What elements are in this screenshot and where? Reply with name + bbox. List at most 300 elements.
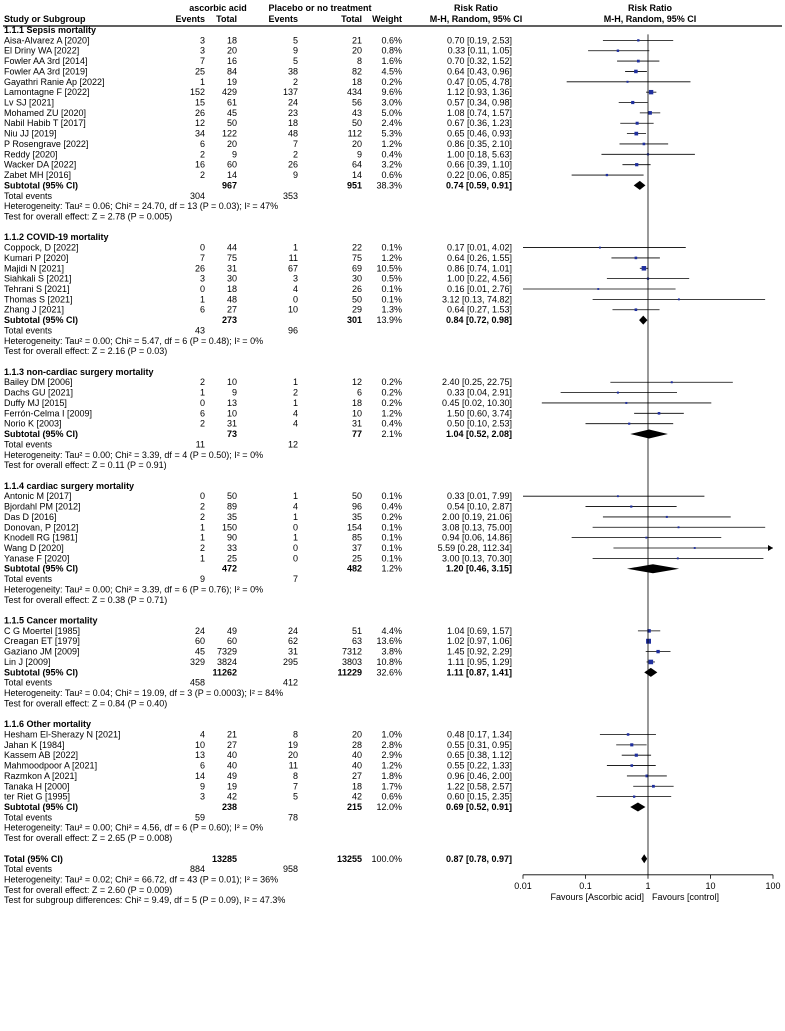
events-treatment: 329 bbox=[189, 656, 205, 667]
study-name: Zhang J [2021] bbox=[4, 304, 65, 315]
point-estimate bbox=[627, 733, 630, 736]
events-treatment: 1 bbox=[199, 522, 205, 533]
x-tick-label: 0.1 bbox=[579, 880, 592, 891]
events-control: 4 bbox=[292, 501, 298, 512]
weight: 4.5% bbox=[381, 66, 402, 77]
subtotal-total-treatment: 73 bbox=[226, 429, 237, 440]
total-treatment: 122 bbox=[221, 128, 237, 139]
weight: 4.4% bbox=[381, 625, 402, 636]
total-events-label: Total events bbox=[4, 812, 53, 823]
point-estimate bbox=[635, 163, 638, 166]
events-treatment: 26 bbox=[194, 107, 205, 118]
events-treatment: 6 bbox=[199, 760, 205, 771]
events-control: 9 bbox=[292, 170, 298, 181]
events-control: 2 bbox=[292, 76, 298, 87]
total-events-treatment: 9 bbox=[199, 574, 205, 585]
study-name: Reddy [2020] bbox=[4, 149, 58, 160]
study-name: C G Moertel [1985] bbox=[4, 625, 81, 636]
events-treatment: 12 bbox=[194, 118, 205, 129]
total-treatment: 150 bbox=[221, 522, 237, 533]
events-control: 23 bbox=[287, 107, 298, 118]
subtotal-label: Subtotal (95% CI) bbox=[4, 315, 79, 326]
subtotal-total-treatment: 11262 bbox=[212, 667, 237, 678]
point-estimate bbox=[597, 288, 599, 290]
risk-ratio-ci: 0.60 [0.15, 2.35] bbox=[446, 791, 512, 802]
risk-ratio-ci: 1.00 [0.18, 5.63] bbox=[446, 149, 512, 160]
point-estimate bbox=[636, 122, 639, 125]
total-treatment: 40 bbox=[226, 750, 237, 761]
total-treatment: 60 bbox=[226, 636, 237, 647]
risk-ratio-ci: 2.40 [0.25, 22.75] bbox=[441, 377, 512, 388]
total-treatment: 30 bbox=[226, 273, 237, 284]
total-treatment: 20 bbox=[226, 45, 237, 56]
events-treatment: 25 bbox=[194, 66, 205, 77]
point-estimate bbox=[628, 423, 630, 425]
weight: 1.7% bbox=[381, 781, 402, 792]
events-control: 7 bbox=[292, 781, 298, 792]
risk-ratio-ci: 0.70 [0.19, 2.53] bbox=[446, 35, 512, 46]
total-control: 6 bbox=[356, 387, 362, 398]
subtotal-label: Subtotal (95% CI) bbox=[4, 563, 79, 574]
total-total-control: 13255 bbox=[336, 853, 362, 864]
events-treatment: 14 bbox=[194, 770, 205, 781]
risk-ratio-ci: 2.00 [0.19, 21.06] bbox=[441, 511, 512, 522]
total-weight: 100.0% bbox=[371, 853, 402, 864]
study-name: Lv SJ [2021] bbox=[4, 97, 55, 108]
events-control: 11 bbox=[288, 252, 298, 263]
total-events-treatment: 43 bbox=[194, 325, 205, 336]
total-control: 35 bbox=[351, 511, 362, 522]
subtotal-weight: 32.6% bbox=[376, 667, 402, 678]
events-treatment: 26 bbox=[194, 263, 205, 274]
header-events2: Events bbox=[268, 14, 298, 24]
events-control: 5 bbox=[292, 35, 298, 46]
events-control: 31 bbox=[287, 646, 298, 657]
weight: 0.2% bbox=[381, 511, 402, 522]
events-control: 1 bbox=[292, 511, 298, 522]
subtotal-total-control: 77 bbox=[351, 429, 362, 440]
weight: 2.4% bbox=[381, 118, 402, 129]
subtotal-total-treatment: 967 bbox=[221, 180, 237, 191]
total-control: 20 bbox=[351, 45, 362, 56]
events-control: 0 bbox=[292, 294, 298, 305]
heterogeneity: Heterogeneity: Tau² = 0.06; Chi² = 24.70, df = 13 (P = 0.03); I² = 47% bbox=[4, 201, 279, 212]
total-treatment: 33 bbox=[226, 543, 237, 553]
overall-effect: Test for overall effect: Z = 0.11 (P = 0.91) bbox=[4, 460, 167, 471]
total-control: 40 bbox=[351, 750, 362, 761]
weight: 0.1% bbox=[381, 532, 402, 543]
total-control: 43 bbox=[351, 107, 362, 118]
total-treatment: 40 bbox=[226, 760, 237, 771]
total-events-label: Total events bbox=[4, 574, 53, 585]
subgroup-title: 1.1.4 cardiac surgery mortality bbox=[4, 480, 135, 491]
point-estimate bbox=[635, 257, 638, 260]
total-control: 50 bbox=[351, 118, 362, 129]
events-treatment: 2 bbox=[199, 149, 205, 160]
total-events-label: Total events bbox=[4, 677, 53, 688]
point-estimate bbox=[634, 132, 638, 136]
events-treatment: 2 bbox=[199, 511, 205, 522]
header-total1: Total bbox=[216, 14, 237, 24]
weight: 1.3% bbox=[381, 304, 402, 315]
events-control: 1 bbox=[292, 532, 298, 543]
total-events-treatment: 59 bbox=[194, 812, 205, 823]
point-estimate bbox=[666, 516, 668, 518]
total-treatment: 16 bbox=[226, 56, 237, 67]
total-control: 28 bbox=[351, 739, 362, 750]
total-control: 14 bbox=[351, 170, 362, 181]
header-study: Study or Subgroup bbox=[4, 14, 86, 24]
total-control: 63 bbox=[351, 636, 362, 647]
study-name: Niu JJ [2019] bbox=[4, 128, 57, 139]
point-estimate bbox=[635, 308, 638, 311]
total-treatment: 19 bbox=[226, 76, 237, 87]
risk-ratio-ci: 3.12 [0.13, 74.82] bbox=[441, 294, 512, 305]
subtotal-label: Subtotal (95% CI) bbox=[4, 429, 79, 440]
total-treatment: 10 bbox=[226, 377, 237, 388]
risk-ratio-ci: 0.64 [0.26, 1.55] bbox=[446, 252, 512, 263]
heterogeneity: Heterogeneity: Tau² = 0.00; Chi² = 3.39, df = 6 (P = 0.76); I² = 0% bbox=[4, 584, 264, 595]
total-treatment: 21 bbox=[226, 729, 237, 740]
events-control: 48 bbox=[287, 128, 298, 139]
point-estimate bbox=[633, 795, 635, 797]
weight: 0.6% bbox=[381, 170, 402, 181]
total-treatment: 42 bbox=[226, 791, 237, 802]
events-treatment: 1 bbox=[199, 76, 205, 87]
risk-ratio-ci: 1.45 [0.92, 2.29] bbox=[446, 646, 512, 657]
risk-ratio-ci: 0.96 [0.46, 2.00] bbox=[446, 770, 512, 781]
point-estimate bbox=[634, 70, 638, 74]
total-control: 12 bbox=[351, 377, 362, 388]
point-estimate bbox=[642, 266, 647, 271]
header-group2: Placebo or no treatment bbox=[268, 3, 372, 13]
events-treatment: 1 bbox=[199, 532, 205, 543]
total-control: 64 bbox=[351, 159, 362, 170]
weight: 0.4% bbox=[381, 418, 402, 429]
header-weight: Weight bbox=[372, 14, 402, 24]
risk-ratio-ci: 0.16 [0.01, 2.76] bbox=[446, 284, 512, 294]
header-mh2: M-H, Random, 95% CI bbox=[603, 14, 697, 24]
total-control: 51 bbox=[351, 625, 362, 636]
total-treatment: 60 bbox=[226, 159, 237, 170]
weight: 0.4% bbox=[381, 149, 402, 160]
events-treatment: 15 bbox=[194, 97, 205, 108]
events-control: 10 bbox=[287, 304, 298, 315]
total-treatment: 27 bbox=[226, 304, 237, 315]
weight: 10.8% bbox=[376, 656, 402, 667]
table-header bbox=[4, 3, 696, 24]
point-estimate bbox=[630, 505, 632, 507]
subtotal-ci: 0.84 [0.72, 0.98] bbox=[445, 315, 512, 326]
study-name: Ferrón-Celma I [2009] bbox=[4, 408, 93, 419]
total-treatment: 20 bbox=[226, 138, 237, 149]
total-control: 40 bbox=[351, 760, 362, 771]
subtotal-diamond bbox=[630, 430, 668, 439]
total-events-label: Total events bbox=[4, 325, 53, 336]
total-heterogeneity: Heterogeneity: Tau² = 0.02; Chi² = 66.72, df = 43 (P = 0.01); I² = 36% bbox=[4, 874, 279, 885]
events-treatment: 6 bbox=[199, 138, 205, 149]
weight: 1.2% bbox=[381, 408, 402, 419]
total-control: 7312 bbox=[341, 646, 362, 657]
study-name: Donovan, P [2012] bbox=[4, 522, 79, 533]
header-group1: ascorbic acid bbox=[189, 3, 247, 13]
events-control: 24 bbox=[287, 625, 298, 636]
subtotal-total-control: 215 bbox=[346, 802, 362, 812]
weight: 0.2% bbox=[381, 397, 402, 408]
events-control: 3 bbox=[292, 273, 298, 284]
total-treatment: 50 bbox=[226, 491, 237, 502]
study-name: Aisa-Alvarez A [2020] bbox=[4, 35, 90, 46]
risk-ratio-ci: 1.04 [0.69, 1.57] bbox=[446, 625, 512, 636]
events-control: 24 bbox=[287, 97, 298, 108]
point-estimate bbox=[617, 392, 619, 394]
point-estimate bbox=[677, 557, 679, 559]
events-control: 0 bbox=[292, 522, 298, 533]
total-control: 50 bbox=[351, 294, 362, 305]
weight: 1.2% bbox=[381, 252, 402, 263]
x-tick-label: 0.01 bbox=[514, 880, 532, 891]
point-estimate bbox=[646, 639, 651, 644]
events-treatment: 60 bbox=[194, 636, 205, 647]
point-estimate bbox=[617, 495, 619, 497]
point-estimate bbox=[694, 547, 696, 549]
overall-effect: Test for overall effect: Z = 2.16 (P = 0.03) bbox=[4, 346, 168, 357]
events-treatment: 3 bbox=[199, 35, 205, 46]
x-tick-label: 1 bbox=[645, 880, 651, 891]
point-estimate bbox=[625, 402, 627, 404]
total-treatment: 49 bbox=[226, 770, 237, 781]
weight: 2.8% bbox=[381, 739, 402, 750]
total-total-treatment: 13285 bbox=[211, 853, 237, 864]
risk-ratio-ci: 0.66 [0.39, 1.10] bbox=[446, 159, 512, 170]
risk-ratio-ci: 5.59 [0.28, 112.34] bbox=[437, 543, 512, 553]
subtotal-diamond bbox=[644, 668, 657, 677]
events-treatment: 10 bbox=[194, 739, 205, 750]
events-control: 1 bbox=[292, 397, 298, 408]
events-control: 19 bbox=[287, 739, 298, 750]
subtotal-label: Subtotal (95% CI) bbox=[4, 802, 79, 812]
total-treatment: 31 bbox=[226, 418, 237, 429]
events-treatment: 2 bbox=[199, 170, 205, 181]
study-name: Kassem AB [2022] bbox=[4, 750, 79, 761]
events-control: 2 bbox=[292, 387, 298, 398]
total-control: 37 bbox=[351, 543, 362, 553]
total-control: 26 bbox=[351, 284, 362, 294]
risk-ratio-ci: 0.50 [0.10, 2.53] bbox=[446, 418, 512, 429]
total-control: 434 bbox=[346, 87, 362, 98]
subgroup-title: 1.1.2 COVID-19 mortality bbox=[4, 232, 109, 243]
study-name: Duffy MJ [2015] bbox=[4, 397, 67, 408]
risk-ratio-ci: 0.57 [0.34, 0.98] bbox=[446, 97, 512, 108]
total-events-label: Total events bbox=[4, 864, 53, 875]
total-treatment: 49 bbox=[226, 625, 237, 636]
events-control: 137 bbox=[282, 87, 298, 98]
subtotal-label: Subtotal (95% CI) bbox=[4, 667, 79, 678]
total-treatment: 9 bbox=[231, 149, 237, 160]
study-name: Creagan ET [1979] bbox=[4, 636, 80, 647]
weight: 0.1% bbox=[381, 543, 402, 553]
overall-effect: Test for overall effect: Z = 2.65 (P = 0.008) bbox=[4, 833, 173, 844]
total-control: 22 bbox=[351, 242, 362, 253]
study-name: Thomas S [2021] bbox=[4, 294, 73, 305]
events-control: 295 bbox=[282, 656, 298, 667]
risk-ratio-ci: 0.64 [0.27, 1.53] bbox=[446, 304, 512, 315]
heterogeneity: Heterogeneity: Tau² = 0.00; Chi² = 4.56, df = 6 (P = 0.60); I² = 0% bbox=[4, 822, 264, 833]
total-control: 18 bbox=[351, 76, 362, 87]
total-treatment: 18 bbox=[226, 284, 237, 294]
risk-ratio-ci: 1.08 [0.74, 1.57] bbox=[446, 107, 512, 118]
total-treatment: 14 bbox=[226, 170, 237, 181]
events-treatment: 1 bbox=[199, 553, 205, 564]
events-treatment: 2 bbox=[199, 418, 205, 429]
total-control: 29 bbox=[351, 304, 362, 315]
subtotal-ci: 1.20 [0.46, 3.15] bbox=[445, 563, 512, 574]
total-control: 85 bbox=[351, 532, 362, 543]
events-control: 7 bbox=[292, 138, 298, 149]
point-estimate bbox=[648, 111, 652, 115]
risk-ratio-ci: 0.48 [0.17, 1.34] bbox=[446, 729, 512, 740]
subtotal-label: Subtotal (95% CI) bbox=[4, 180, 79, 191]
subtotal-weight: 12.0% bbox=[376, 802, 402, 812]
total-treatment: 13 bbox=[226, 397, 237, 408]
point-estimate bbox=[643, 143, 646, 146]
subtotal-diamond bbox=[634, 181, 646, 190]
total-treatment: 31 bbox=[226, 263, 237, 274]
events-treatment: 2 bbox=[199, 501, 205, 512]
events-treatment: 3 bbox=[199, 791, 205, 802]
study-name: Hesham El-Sherazy N [2021] bbox=[4, 729, 121, 740]
study-name: Lamontagne F [2022] bbox=[4, 87, 90, 98]
risk-ratio-ci: 3.00 [0.13, 70.30] bbox=[441, 553, 512, 564]
weight: 1.0% bbox=[381, 729, 402, 740]
subgroup-title: 1.1.3 non-cardiac surgery mortality bbox=[4, 366, 154, 377]
events-control: 0 bbox=[292, 543, 298, 553]
total-events-treatment: 11 bbox=[195, 439, 205, 450]
weight: 1.2% bbox=[381, 760, 402, 771]
subgroup-title: 1.1.5 Cancer mortality bbox=[4, 615, 98, 626]
risk-ratio-ci: 0.55 [0.22, 1.33] bbox=[446, 760, 512, 771]
study-name: Kumari P [2020] bbox=[4, 252, 69, 263]
total-events-label: Total events bbox=[4, 190, 53, 201]
events-control: 5 bbox=[292, 56, 298, 67]
ci-arrow-right bbox=[768, 545, 773, 551]
study-name: Dachs GU [2021] bbox=[4, 387, 74, 398]
header-rr-top: Risk Ratio bbox=[453, 3, 499, 13]
events-treatment: 2 bbox=[199, 543, 205, 553]
header-rr-top-2: Risk Ratio bbox=[627, 3, 673, 13]
weight: 0.2% bbox=[381, 387, 402, 398]
weight: 0.6% bbox=[381, 35, 402, 46]
total-treatment: 7329 bbox=[216, 646, 237, 657]
total-control: 25 bbox=[351, 553, 362, 564]
total-label: Total (95% CI) bbox=[4, 853, 63, 864]
events-control: 62 bbox=[287, 636, 298, 647]
weight: 0.4% bbox=[381, 501, 402, 512]
events-treatment: 4 bbox=[199, 729, 205, 740]
risk-ratio-ci: 1.00 [0.22, 4.56] bbox=[446, 273, 512, 284]
total-control: 10 bbox=[351, 408, 362, 419]
point-estimate bbox=[630, 764, 633, 767]
events-treatment: 1 bbox=[199, 294, 205, 305]
total-treatment: 18 bbox=[226, 35, 237, 46]
study-name: Siahkali S [2021] bbox=[4, 273, 72, 284]
events-treatment: 16 bbox=[194, 159, 205, 170]
events-control: 18 bbox=[287, 118, 298, 129]
events-treatment: 6 bbox=[199, 304, 205, 315]
total-control: 27 bbox=[351, 770, 362, 781]
risk-ratio-ci: 0.65 [0.46, 0.93] bbox=[446, 128, 512, 139]
events-treatment: 7 bbox=[199, 56, 205, 67]
study-name: Majidi N [2021] bbox=[4, 263, 65, 274]
overall-effect: Test for overall effect: Z = 0.38 (P = 0.71) bbox=[4, 594, 168, 605]
point-estimate bbox=[617, 50, 619, 52]
events-treatment: 13 bbox=[194, 750, 205, 761]
overall-effect: Test for overall effect: Z = 2.78 (P = 0.005) bbox=[4, 211, 173, 222]
study-name: Nabil Habib T [2017] bbox=[4, 118, 86, 129]
total-events-control: 7 bbox=[292, 574, 298, 585]
risk-ratio-ci: 0.86 [0.35, 2.10] bbox=[446, 138, 512, 149]
subtotal-total-control: 11229 bbox=[337, 667, 362, 678]
events-treatment: 0 bbox=[199, 284, 205, 294]
risk-ratio-ci: 0.33 [0.01, 7.99] bbox=[446, 491, 512, 502]
study-name: Lin J [2009] bbox=[4, 656, 51, 667]
risk-ratio-ci: 0.86 [0.74, 1.01] bbox=[446, 263, 512, 274]
total-treatment: 50 bbox=[226, 118, 237, 129]
subgroup-title: 1.1.6 Other mortality bbox=[4, 719, 92, 730]
weight: 0.5% bbox=[381, 273, 402, 284]
subtotal-diamond bbox=[639, 316, 647, 325]
total-events-control: 78 bbox=[287, 812, 298, 823]
study-name: Jahan K [1984] bbox=[4, 739, 65, 750]
risk-ratio-ci: 1.50 [0.60, 3.74] bbox=[446, 408, 512, 419]
events-control: 8 bbox=[292, 729, 298, 740]
subtotal-ci: 1.11 [0.87, 1.41] bbox=[446, 667, 512, 678]
study-name: Mahmoodpoor A [2021] bbox=[4, 760, 98, 771]
risk-ratio-ci: 1.12 [0.93, 1.36] bbox=[446, 87, 512, 98]
total-overall-effect: Test for overall effect: Z = 2.60 (P = 0.009) bbox=[4, 884, 173, 895]
subgroup-differences: Test for subgroup differences: Chi² = 9.49, df = 5 (P = 0.09), I² = 47.3% bbox=[4, 895, 286, 906]
risk-ratio-ci: 1.02 [0.97, 1.06] bbox=[446, 636, 512, 647]
point-estimate bbox=[649, 90, 653, 94]
weight: 1.8% bbox=[381, 770, 402, 781]
risk-ratio-ci: 0.33 [0.11, 1.05] bbox=[447, 45, 512, 56]
total-events-control: 353 bbox=[282, 190, 298, 201]
risk-ratio-ci: 0.94 [0.06, 14.86] bbox=[441, 532, 512, 543]
overall-effect: Test for overall effect: Z = 0.84 (P = 0.40) bbox=[4, 698, 168, 709]
study-name: Bailey DM [2006] bbox=[4, 377, 73, 388]
study-name: Das D [2016] bbox=[4, 511, 57, 522]
weight: 5.3% bbox=[381, 128, 402, 139]
weight: 0.1% bbox=[381, 553, 402, 564]
header-mh1: M-H, Random, 95% CI bbox=[429, 14, 523, 24]
study-name: Zabet MH [2016] bbox=[4, 170, 72, 181]
total-treatment: 25 bbox=[226, 553, 237, 564]
events-control: 1 bbox=[292, 491, 298, 502]
total-treatment: 48 bbox=[226, 294, 237, 305]
point-estimate bbox=[656, 650, 659, 653]
total-events-control: 96 bbox=[287, 325, 298, 336]
study-name: Knodell RG [1981] bbox=[4, 532, 78, 543]
subgroup-title: 1.1.1 Sepsis mortality bbox=[4, 25, 97, 35]
subtotal-total-treatment: 238 bbox=[221, 802, 237, 812]
events-control: 9 bbox=[292, 45, 298, 56]
total-control: 154 bbox=[346, 522, 362, 533]
total-treatment: 35 bbox=[226, 511, 237, 522]
risk-ratio-ci: 0.64 [0.43, 0.96] bbox=[446, 66, 512, 77]
events-control: 67 bbox=[287, 263, 298, 274]
favours-right-label: Favours [control] bbox=[652, 891, 720, 902]
subtotal-total-control: 482 bbox=[346, 563, 362, 574]
